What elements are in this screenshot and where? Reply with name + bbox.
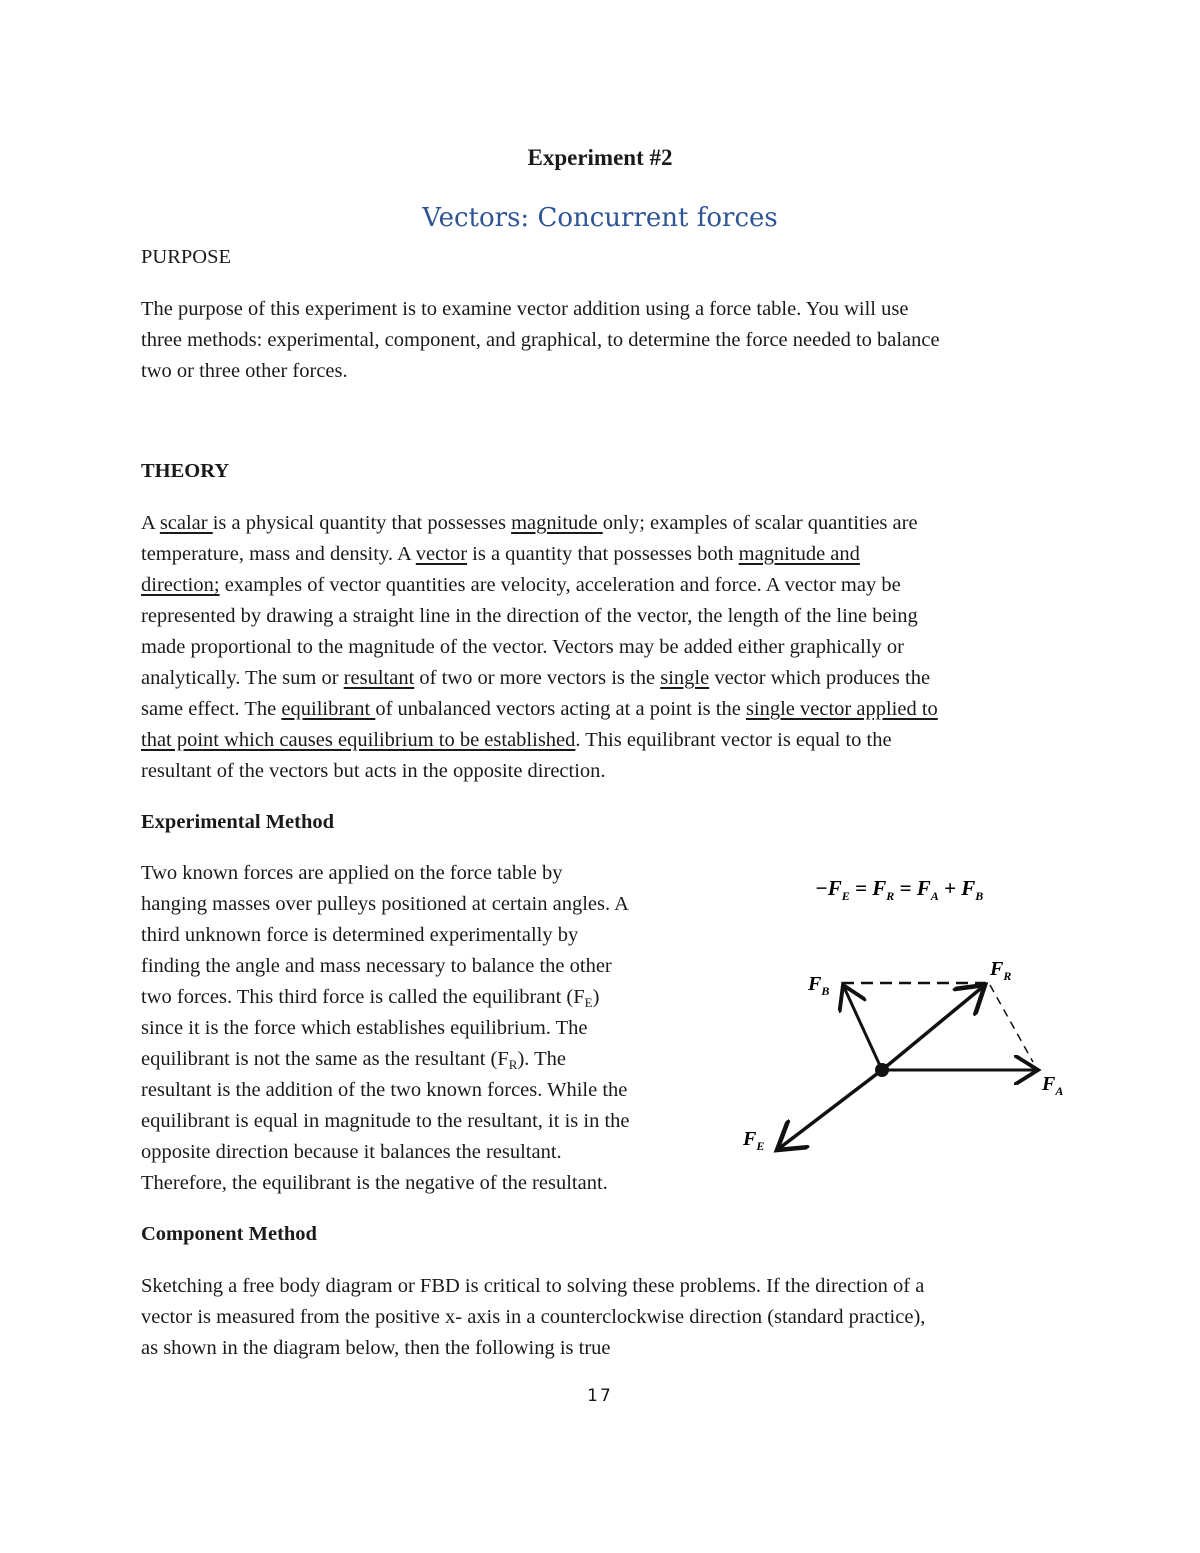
text-line [141,1140,562,1164]
vector-fe-arrow [777,1070,882,1150]
text-line [141,666,930,690]
underlined-text: magnitude and [738,543,860,565]
underlined-text: single [660,667,710,689]
text-line [141,759,606,783]
text-segment: three methods: experimental, component, and graphical, to determine the force needed to balance [141,329,940,351]
text-segment: is a physical quantity that possesses [212,512,512,534]
underlined-text: scalar [159,512,213,534]
text-line [141,861,563,885]
dashed-line-fr-fa [990,985,1033,1062]
text-segment: resultant is the addition of the two known forces. While the [141,1079,628,1101]
text-line [141,297,908,321]
theory-heading: THEORY [141,460,230,482]
text-segment: of unbalanced vectors acting at a point is the [375,698,746,720]
equation-label: $-F_E = F_R = F_A + F_B$ [815,876,984,903]
text-segment: ). The [517,1048,567,1070]
underlined-text: direction; [141,574,220,596]
text-segment: third unknown force is determined experimentally by [141,924,579,946]
text-line [141,923,578,947]
text-segment: resultant of the vectors but acts in the opposite direction. [141,760,606,782]
text-line [141,511,918,535]
text-segment: finding the angle and mass necessary to balance the other [141,955,612,977]
text-line [141,728,892,752]
fr-label: $F_R$ [990,958,1012,983]
text-segment: two forces. This third force is called the equilibrant (F [141,986,585,1008]
text-line [141,573,901,597]
fe-label: $F_E$ [743,1128,765,1153]
underlined-text: resultant [343,667,415,689]
text-segment: since it is the force which establishes equilibrium. The [141,1017,588,1039]
fb-label: $F_B$ [808,973,830,998]
component-method-heading: Component Method [141,1223,317,1245]
text-line [141,1171,608,1195]
text-line [141,954,612,978]
text-segment: opposite direction because it balances the resultant. [141,1141,562,1163]
text-line [141,985,599,1015]
text-segment: Therefore, the equilibrant is the negative of the resultant. [141,1172,608,1194]
text-segment: ) [592,986,600,1008]
text-line [141,359,348,383]
text-line [141,1274,924,1298]
text-line [141,1016,588,1040]
text-segment: vector is measured from the positive x- axis in a counterclockwise direction (standard practice), [141,1306,926,1328]
text-segment: two or three other forces. [141,360,348,382]
underlined-text: that point which causes equilibrium to be established [141,729,576,751]
text-segment: equilibrant is not the same as the resultant (F [141,1048,509,1070]
text-segment: examples of vector quantities are velocity, acceleration and force. A vector may be [219,574,901,596]
text-segment: analytically. The sum or [141,667,344,689]
text-segment: same effect. The [141,698,282,720]
text-line [141,892,629,916]
text-segment: made proportional to the magnitude of the vector. Vectors may be added either graphically or [141,636,904,658]
experimental-method-heading: Experimental Method [141,811,335,833]
text-segment: vector which produces the [709,667,931,689]
text-segment: A [141,512,160,534]
text-line [141,1047,566,1077]
underlined-text: magnitude [511,512,603,534]
text-segment: of two or more vectors is the [414,667,661,689]
text-line [141,697,938,721]
fa-label: $F_A$ [1042,1073,1064,1098]
text-segment: The purpose of this experiment is to examine vector addition using a force table. You will use [141,298,909,320]
purpose-heading: PURPOSE [141,246,232,268]
text-segment: . This equilibrant vector is equal to the [575,729,892,751]
underlined-text: single vector applied to [745,698,938,720]
text-segment: Two known forces are applied on the force table by [141,862,563,884]
document-subtitle: Vectors: Concurrent forces [422,203,778,233]
text-line [141,542,860,566]
page-number: 17 [587,1386,613,1406]
underlined-text: vector [415,543,468,565]
text-segment: as shown in the diagram below, then the following is true [141,1337,611,1359]
origin-point [875,1063,889,1077]
text-line [141,1305,925,1329]
text-line [141,328,940,352]
text-line [141,604,918,628]
text-segment: hanging masses over pulleys positioned at certain angles. A [141,893,629,915]
text-segment: only; examples of scalar quantities are [602,512,918,534]
text-segment: temperature, mass and density. A [141,543,416,565]
text-line [141,1336,611,1360]
text-segment: equilibrant is equal in magnitude to the resultant, it is in the [141,1110,630,1132]
text-segment: represented by drawing a straight line in the direction of the vector, the length of the line being [141,605,918,627]
text-line [141,635,904,659]
text-line [141,1078,627,1102]
vector-addition-diagram [720,850,1080,1170]
document-title: Experiment #2 [527,145,673,170]
subscript-text: R [508,1057,518,1072]
text-line [141,1109,630,1133]
text-segment: is a quantity that possesses both [467,543,739,565]
underlined-text: equilibrant [281,698,376,720]
vector-fr-arrow [882,985,985,1070]
vector-fb-arrow [843,985,882,1070]
subscript-text: E [584,995,593,1010]
text-segment: Sketching a free body diagram or FBD is critical to solving these problems. If the direction of a [141,1275,925,1297]
